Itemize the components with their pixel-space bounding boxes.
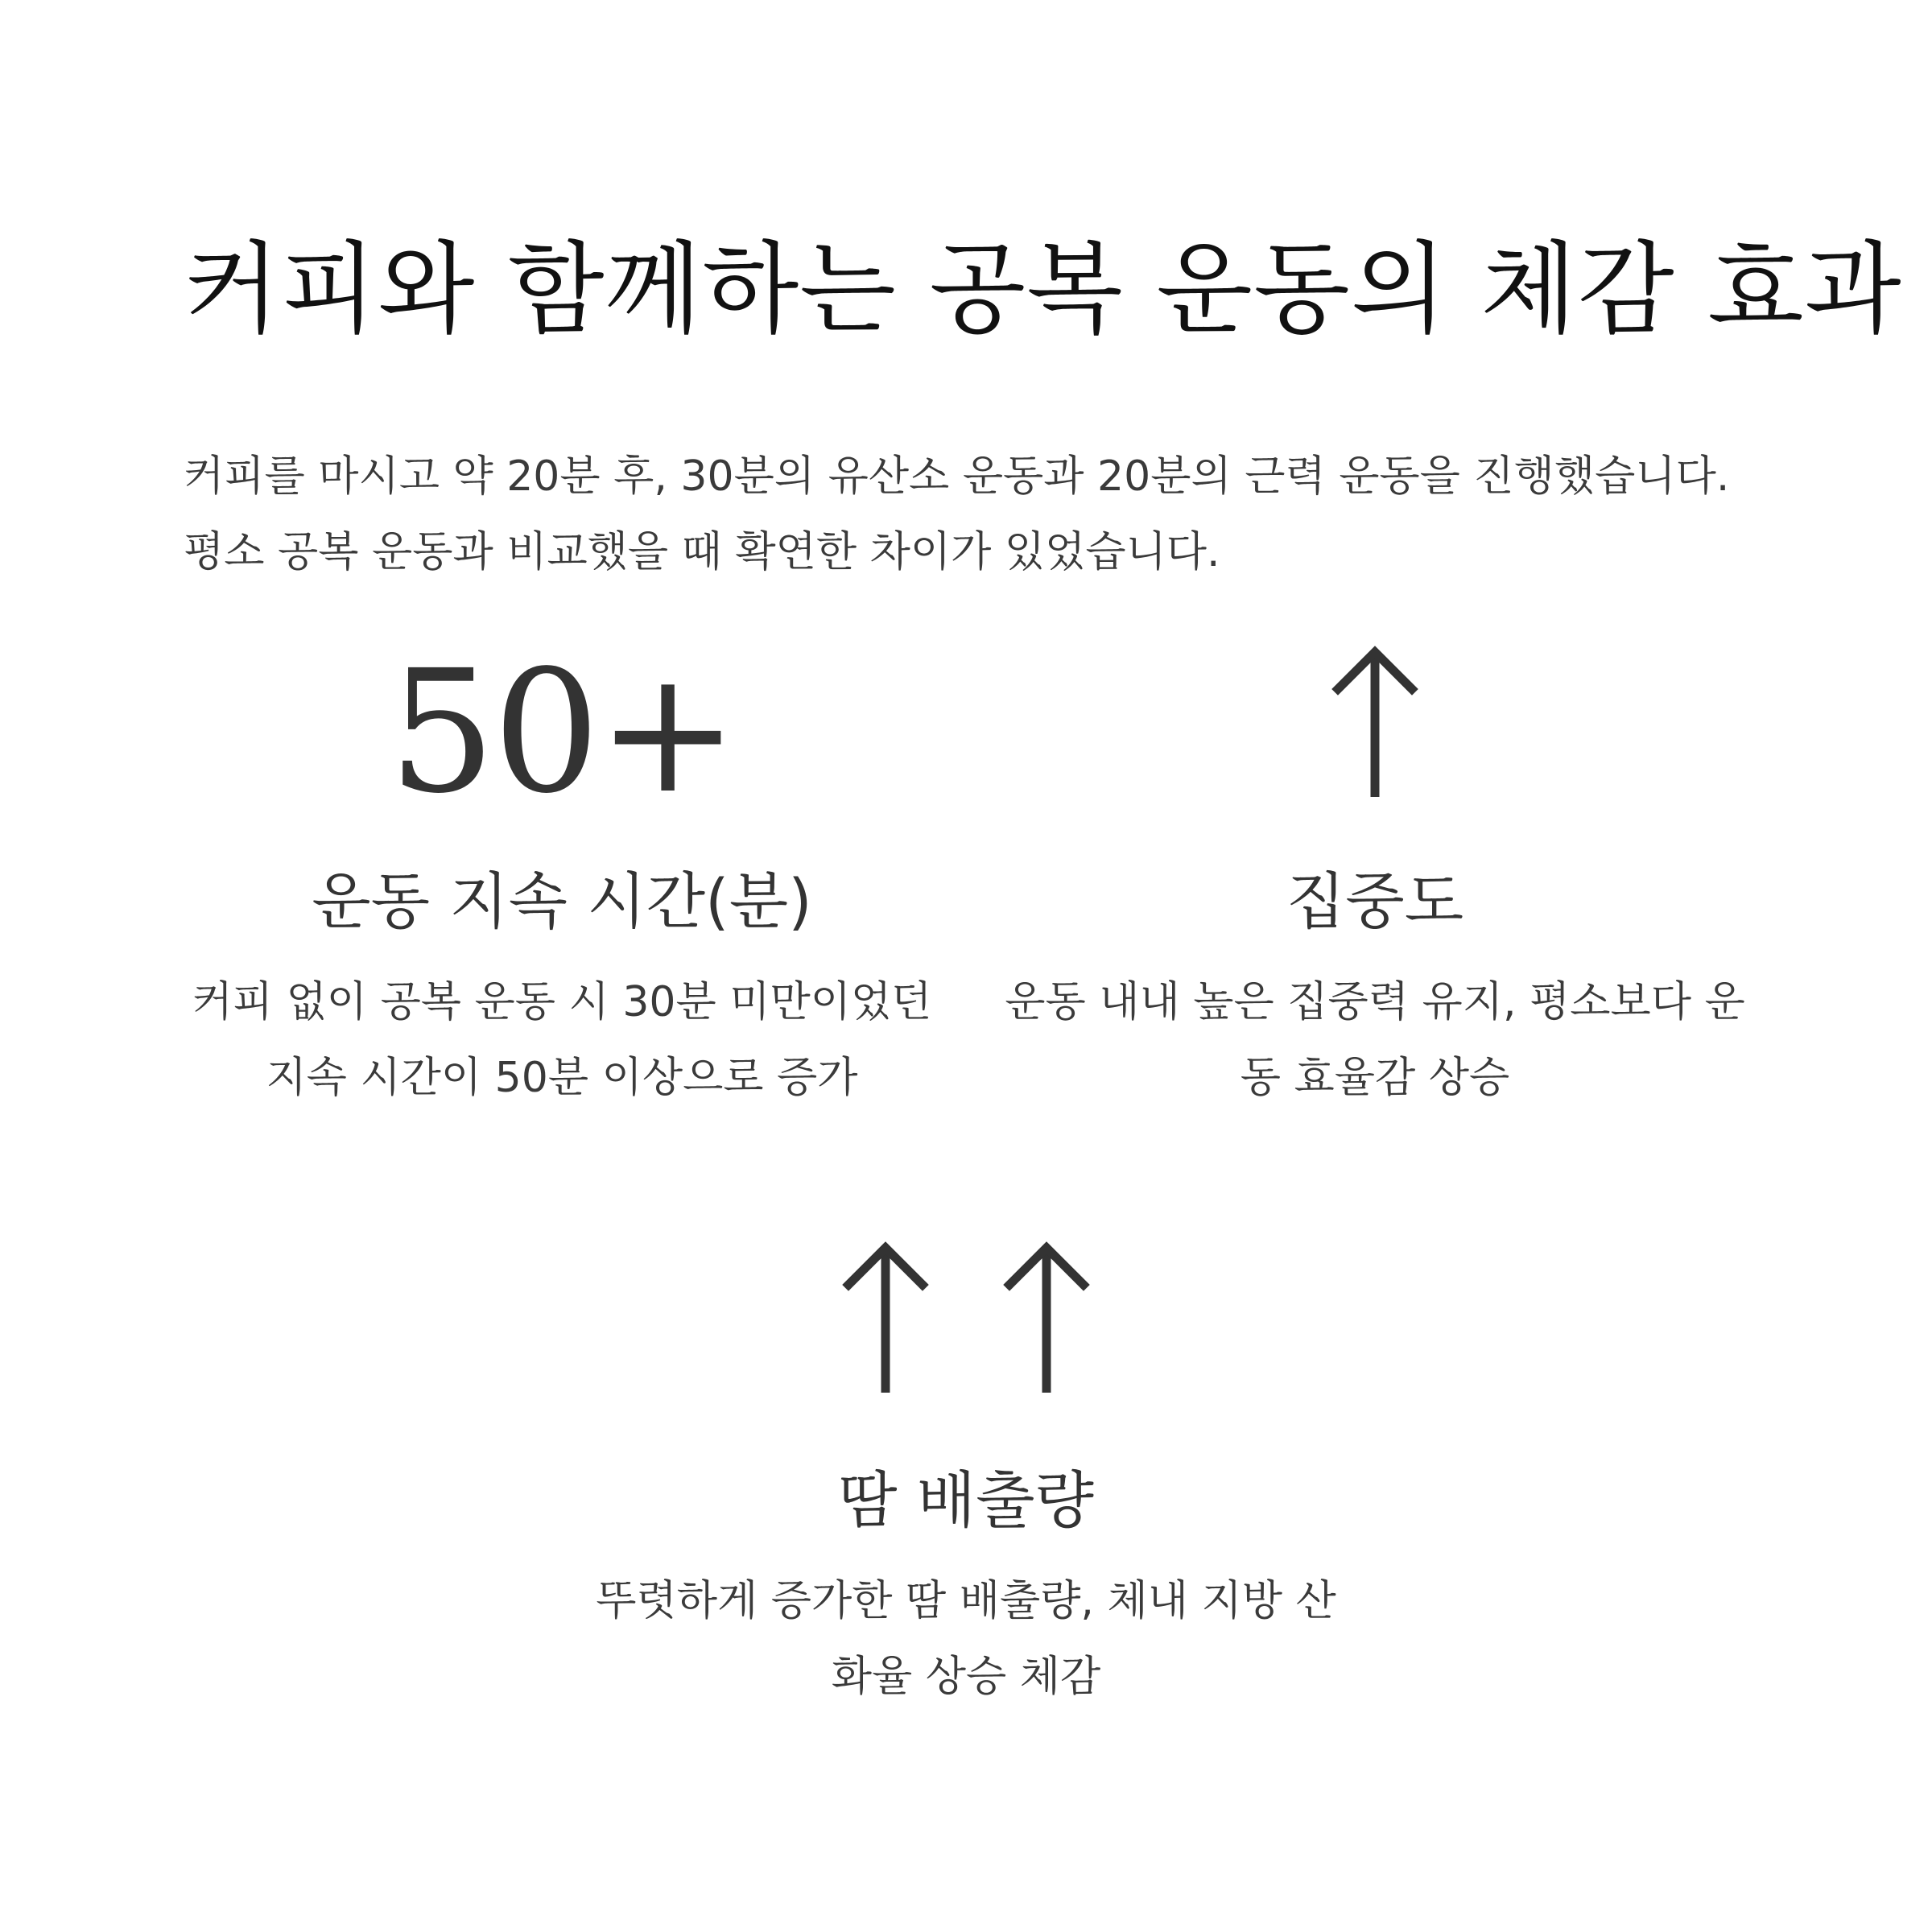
stat-description: 뚜렷하게 증가한 땀 배출량, 체내 지방 산화율 상승 체감	[596, 1577, 1336, 1701]
arrow-group	[483, 1240, 1449, 1417]
stat-focus	[989, 644, 1761, 1116]
stat-description: 운동 내내 높은 집중력 유지, 평소보다 운동 효율감 상승	[1005, 978, 1745, 1102]
page-title: 커피와 함께하는 공복 운동의 체감 효과	[184, 232, 1902, 348]
stat-label: 땀 배출량	[838, 1464, 1094, 1536]
stat-label: 집중도	[1286, 865, 1464, 937]
stat-value: 50+	[388, 634, 736, 831]
arrow-up-icon	[837, 1240, 934, 1393]
intro-paragraph: 커피를 마시고 약 20분 후, 30분의 유산소 운동과 20분의 근력 운동을 진행했습니다. 평소 공복 운동과 비교했을 때 확연한 차이가 있었습니다.	[184, 452, 1730, 576]
stat-description: 커피 없이 공복 운동 시 30분 미만이었던 지속 시간이 50분 이상으로 증가	[192, 978, 932, 1102]
stat-sweat-output	[483, 1240, 1449, 1715]
stat-label: 운동 지속 시간(분)	[312, 865, 812, 937]
stat-exercise-duration	[184, 634, 940, 1116]
arrow-up-icon	[1327, 644, 1423, 797]
arrow-group	[989, 644, 1761, 821]
arrow-up-icon	[998, 1240, 1095, 1393]
